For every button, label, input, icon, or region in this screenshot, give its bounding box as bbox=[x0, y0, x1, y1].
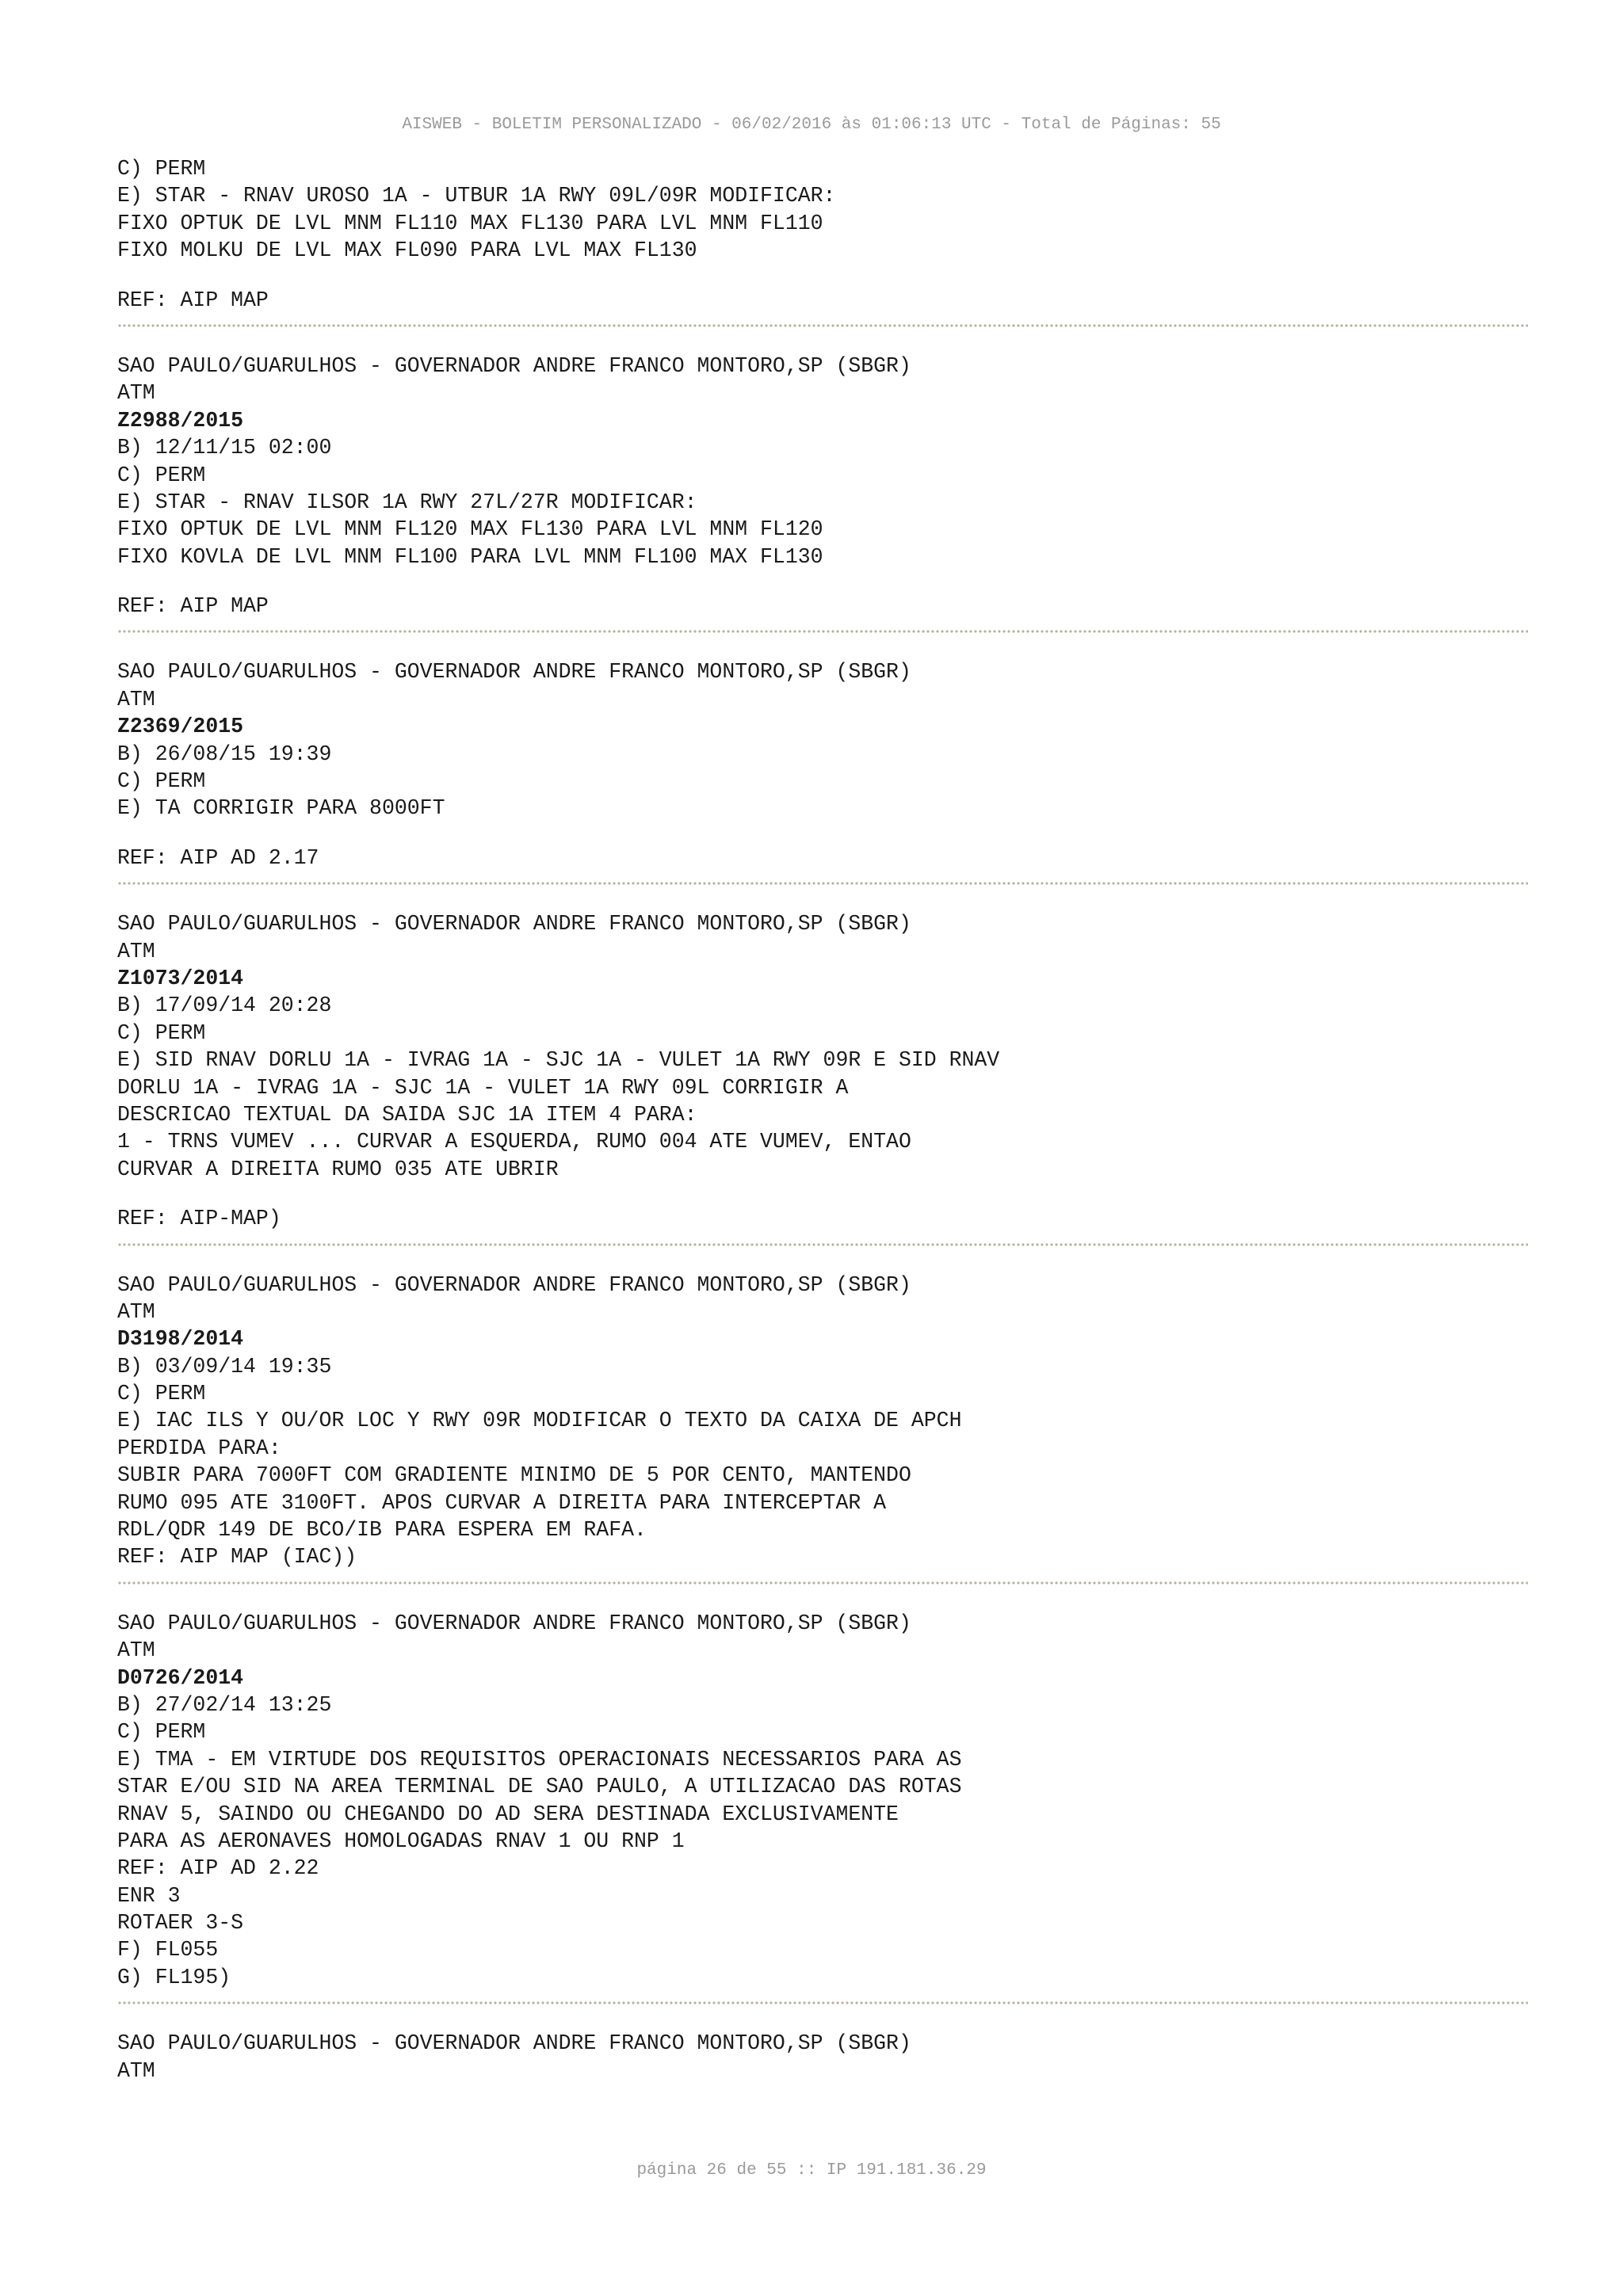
notam-line: PERDIDA PARA: bbox=[117, 1436, 281, 1460]
page-header: AISWEB - BOLETIM PERSONALIZADO - 06/02/2016 às 01:06:13 UTC - Total de Páginas: 55 bbox=[402, 116, 1221, 134]
notam-line: E) TMA - EM VIRTUDE DOS REQUISITOS OPERACIONAIS NECESSARIOS PARA AS bbox=[117, 1747, 962, 1772]
section-divider bbox=[117, 323, 1528, 334]
notam-line: RDL/QDR 149 DE BCO/IB PARA ESPERA EM RAFA. bbox=[117, 1518, 647, 1543]
notam-line: FIXO OPTUK DE LVL MNM FL110 MAX FL130 PARA LVL MNM FL110 bbox=[117, 211, 823, 235]
notam-line: REF: AIP AD 2.17 bbox=[117, 845, 319, 870]
notam-line: SAO PAULO/GUARULHOS - GOVERNADOR ANDRE FRANCO MONTORO,SP (SBGR) bbox=[117, 353, 911, 378]
blank-line bbox=[117, 1183, 1528, 1205]
notam-entry bbox=[117, 353, 1528, 620]
notam-entry bbox=[117, 1272, 1528, 1571]
section-divider bbox=[117, 2000, 1528, 2011]
blank-line bbox=[117, 822, 1528, 845]
notam-entry bbox=[117, 1610, 1528, 1991]
notam-line: B) 03/09/14 19:35 bbox=[117, 1354, 332, 1379]
blank-line bbox=[117, 265, 1528, 287]
notam-entry bbox=[117, 155, 1528, 314]
notam-line: C) PERM bbox=[117, 1020, 206, 1045]
notam-line: SAO PAULO/GUARULHOS - GOVERNADOR ANDRE FRANCO MONTORO,SP (SBGR) bbox=[117, 912, 911, 936]
notam-entry bbox=[117, 2030, 1528, 2084]
notam-line: E) STAR - RNAV ILSOR 1A RWY 27L/27R MODIFICAR: bbox=[117, 490, 697, 514]
notam-line: SAO PAULO/GUARULHOS - GOVERNADOR ANDRE FRANCO MONTORO,SP (SBGR) bbox=[117, 1272, 911, 1297]
notam-line: FIXO OPTUK DE LVL MNM FL120 MAX FL130 PARA LVL MNM FL120 bbox=[117, 517, 823, 542]
notam-line: ENR 3 bbox=[117, 1883, 181, 1908]
notam-line: ROTAER 3-S bbox=[117, 1911, 244, 1936]
notam-line: REF: AIP-MAP) bbox=[117, 1207, 281, 1231]
notam-line: SAO PAULO/GUARULHOS - GOVERNADOR ANDRE FRANCO MONTORO,SP (SBGR) bbox=[117, 1611, 911, 1635]
notam-line: ATM bbox=[117, 1638, 155, 1663]
notam-line: RNAV 5, SAINDO OU CHEGANDO DO AD SERA DESTINADA EXCLUSIVAMENTE bbox=[117, 1802, 899, 1826]
notam-line: 1 - TRNS VUMEV ... CURVAR A ESQUERDA, RUMO 004 ATE VUMEV, ENTAO bbox=[117, 1130, 911, 1154]
notam-id: D3198/2014 bbox=[117, 1327, 244, 1352]
notam-line: C) PERM bbox=[117, 1720, 206, 1745]
notam-line: ATM bbox=[117, 687, 155, 711]
blank-line bbox=[117, 570, 1528, 593]
notam-line: C) PERM bbox=[117, 769, 206, 794]
notam-line: C) PERM bbox=[117, 157, 206, 181]
notam-line: REF: AIP MAP bbox=[117, 288, 269, 312]
notam-line: FIXO MOLKU DE LVL MAX FL090 PARA LVL MAX FL130 bbox=[117, 238, 697, 263]
section-divider bbox=[117, 629, 1528, 639]
notam-line: PARA AS AERONAVES HOMOLOGADAS RNAV 1 OU RNP 1 bbox=[117, 1829, 685, 1853]
notam-line: E) STAR - RNAV UROSO 1A - UTBUR 1A RWY 09L/09R MODIFICAR: bbox=[117, 184, 836, 208]
notam-line: REF: AIP MAP (IAC)) bbox=[117, 1545, 357, 1569]
notam-line: DORLU 1A - IVRAG 1A - SJC 1A - VULET 1A RWY 09L CORRIGIR A bbox=[117, 1075, 849, 1100]
notam-id: Z2369/2015 bbox=[117, 715, 244, 739]
notam-line: B) 12/11/15 02:00 bbox=[117, 436, 332, 460]
notam-line: SAO PAULO/GUARULHOS - GOVERNADOR ANDRE FRANCO MONTORO,SP (SBGR) bbox=[117, 660, 911, 685]
section-divider bbox=[117, 1581, 1528, 1591]
notam-line: ATM bbox=[117, 381, 155, 406]
notam-entry bbox=[117, 658, 1528, 871]
notam-line: CURVAR A DIREITA RUMO 035 ATE UBRIR bbox=[117, 1157, 559, 1181]
notam-line: G) FL195) bbox=[117, 1965, 231, 1989]
notam-entry bbox=[117, 910, 1528, 1232]
notam-line: C) PERM bbox=[117, 463, 206, 487]
notam-line: REF: AIP AD 2.22 bbox=[117, 1856, 319, 1881]
notam-line: ATM bbox=[117, 939, 155, 963]
section-divider bbox=[117, 1242, 1528, 1253]
notam-line: FIXO KOVLA DE LVL MNM FL100 PARA LVL MNM FL100 MAX FL130 bbox=[117, 544, 823, 569]
notam-line: C) PERM bbox=[117, 1382, 206, 1406]
notam-id: Z2988/2015 bbox=[117, 408, 244, 433]
bulletin-content bbox=[117, 155, 1528, 2084]
notam-line: STAR E/OU SID NA AREA TERMINAL DE SAO PAULO, A UTILIZACAO DAS ROTAS bbox=[117, 1775, 962, 1799]
notam-line: SUBIR PARA 7000FT COM GRADIENTE MINIMO DE 5 POR CENTO, MANTENDO bbox=[117, 1463, 911, 1488]
notam-line: E) IAC ILS Y OU/OR LOC Y RWY 09R MODIFICAR O TEXTO DA CAIXA DE APCH bbox=[117, 1409, 962, 1433]
notam-line: E) SID RNAV DORLU 1A - IVRAG 1A - SJC 1A - VULET 1A RWY 09R E SID RNAV bbox=[117, 1048, 1000, 1073]
notam-line: F) FL055 bbox=[117, 1938, 219, 1962]
notam-line: B) 17/09/14 20:28 bbox=[117, 994, 332, 1018]
notam-id: Z1073/2014 bbox=[117, 966, 244, 990]
notam-line: REF: AIP MAP bbox=[117, 594, 269, 619]
page-footer: página 26 de 55 :: IP 191.181.36.29 bbox=[636, 2161, 987, 2180]
notam-line: B) 26/08/15 19:39 bbox=[117, 742, 332, 766]
notam-line: RUMO 095 ATE 3100FT. APOS CURVAR A DIREITA PARA INTERCEPTAR A bbox=[117, 1490, 887, 1515]
notam-line: E) TA CORRIGIR PARA 8000FT bbox=[117, 796, 445, 821]
notam-line: B) 27/02/14 13:25 bbox=[117, 1692, 332, 1717]
notam-line: DESCRICAO TEXTUAL DA SAIDA SJC 1A ITEM 4 PARA: bbox=[117, 1102, 697, 1127]
notam-id: D0726/2014 bbox=[117, 1665, 244, 1690]
section-divider bbox=[117, 881, 1528, 891]
notam-line: ATM bbox=[117, 1299, 155, 1324]
notam-line: ATM bbox=[117, 2058, 155, 2083]
notam-line: SAO PAULO/GUARULHOS - GOVERNADOR ANDRE FRANCO MONTORO,SP (SBGR) bbox=[117, 2031, 911, 2056]
